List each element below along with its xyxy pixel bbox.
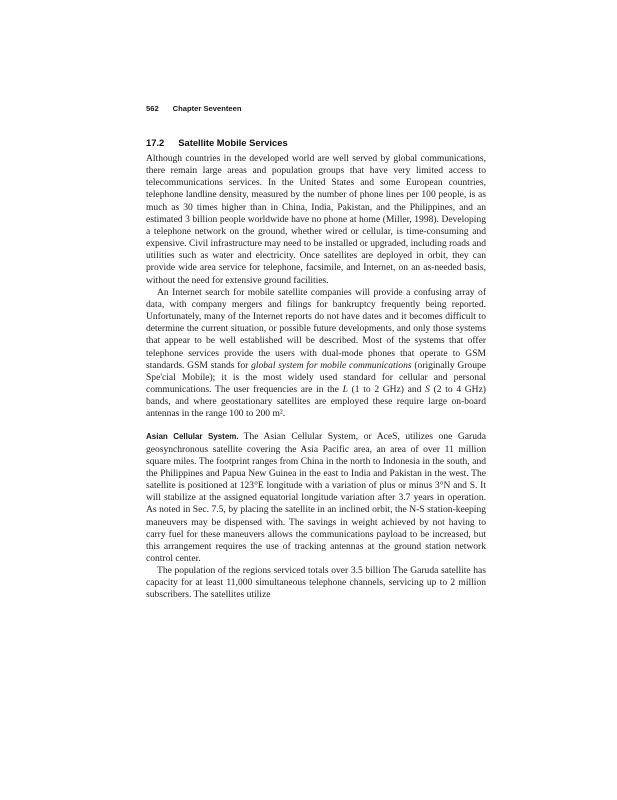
paragraph-aces [146,431,486,565]
text-run: (1 to 2 GHz) and [347,383,426,395]
text-run: The Asian Cellular System, or AceS, utilizes one Garuda geosynchronous satellite covering the Asia Pacific area, an area of over 11 million square miles. The footprint ranges from China in the north to Indonesia in the south, and the Philippines and Papua New Guinea in the east to India and Pakistan in the west. The satellite is positioned at 123°E longitude with a variation of plus or minus 3°N and S. It will stabilize at the assigned equatorial longitude variation after 3.7 years in operation. As noted in Sec. 7.5, by placing the satellite in an inclined orbit, the N-S station-keeping maneuvers may be dispensed with. The savings in weight achieved by not having to carry fuel for these maneuvers allows the communications payload to be increased, but this arrangement requires the use of tracking antennas at the ground station network control center. [146,431,486,564]
text-run: An Internet search for mobile satellite companies will provide a confusing array of data, with company mergers and filings for bankruptcy frequently being reported. Unfortunately, many of the Internet reports do not have dates and it becomes difficult to determine the current situation, or possible future developments, and only those systems that appear to be well established will be described. Most of the systems that offer telephone services provide the users with dual-mode phones that operate to GSM standards. GSM stands for [146,286,486,371]
page-body [146,104,486,602]
section-heading [146,137,486,148]
page-number: 562 [146,104,159,113]
chapter-title: Chapter Seventeen [172,104,242,113]
text-run: (2 to 4 GHz) bands, and where geostationary satellites are employed these require large on-board antennas in the range 100 to 200 m². [146,383,486,420]
italic-band-s: S [425,383,430,395]
paragraph-population: The population of the regions serviced totals over 3.5 billion The Garuda satellite has capacity for at least 11,000 simultaneous telephone channels, servicing up to 2 million subscribers. The satellites utilize [146,565,486,601]
running-head [146,104,486,116]
paragraph-internet-search [146,287,486,421]
section-number: 17.2 [146,137,165,148]
run-in-heading: Asian Cellular System. [146,432,239,442]
paragraph-intro: Although countries in the developed world are well served by global communications, there remain large areas and population groups that have very limited access to telecommunications services. In the United States and some European countries, telephone landline density, measured by the number of phone lines per 100 people, is as much as 30 times higher than in China, India, Pakistan, and the Philippines, and an estimated 3 billion people worldwide have no phone at home (Miller, 1998). Developing a telephone network on the ground, whether wired or cellular, is time-consuming and expensive. Civil infrastructure may need to be installed or upgraded, including roads and utilities such as water and electricity. Once satellites are deployed in orbit, they can provide wide area service for telephone, facsimile, and Internet, on an as-needed basis, without the need for extensive ground facilities. [146,153,486,286]
section-title: Satellite Mobile Services [178,137,288,148]
italic-band-l: L [342,383,348,395]
text-run: (originally Groupe Spe'cial Mobile); it is the most widely used standard for cellular and personal communications. The user frequencies are in the [146,359,486,395]
italic-term: global system for mobile communications [251,359,412,371]
